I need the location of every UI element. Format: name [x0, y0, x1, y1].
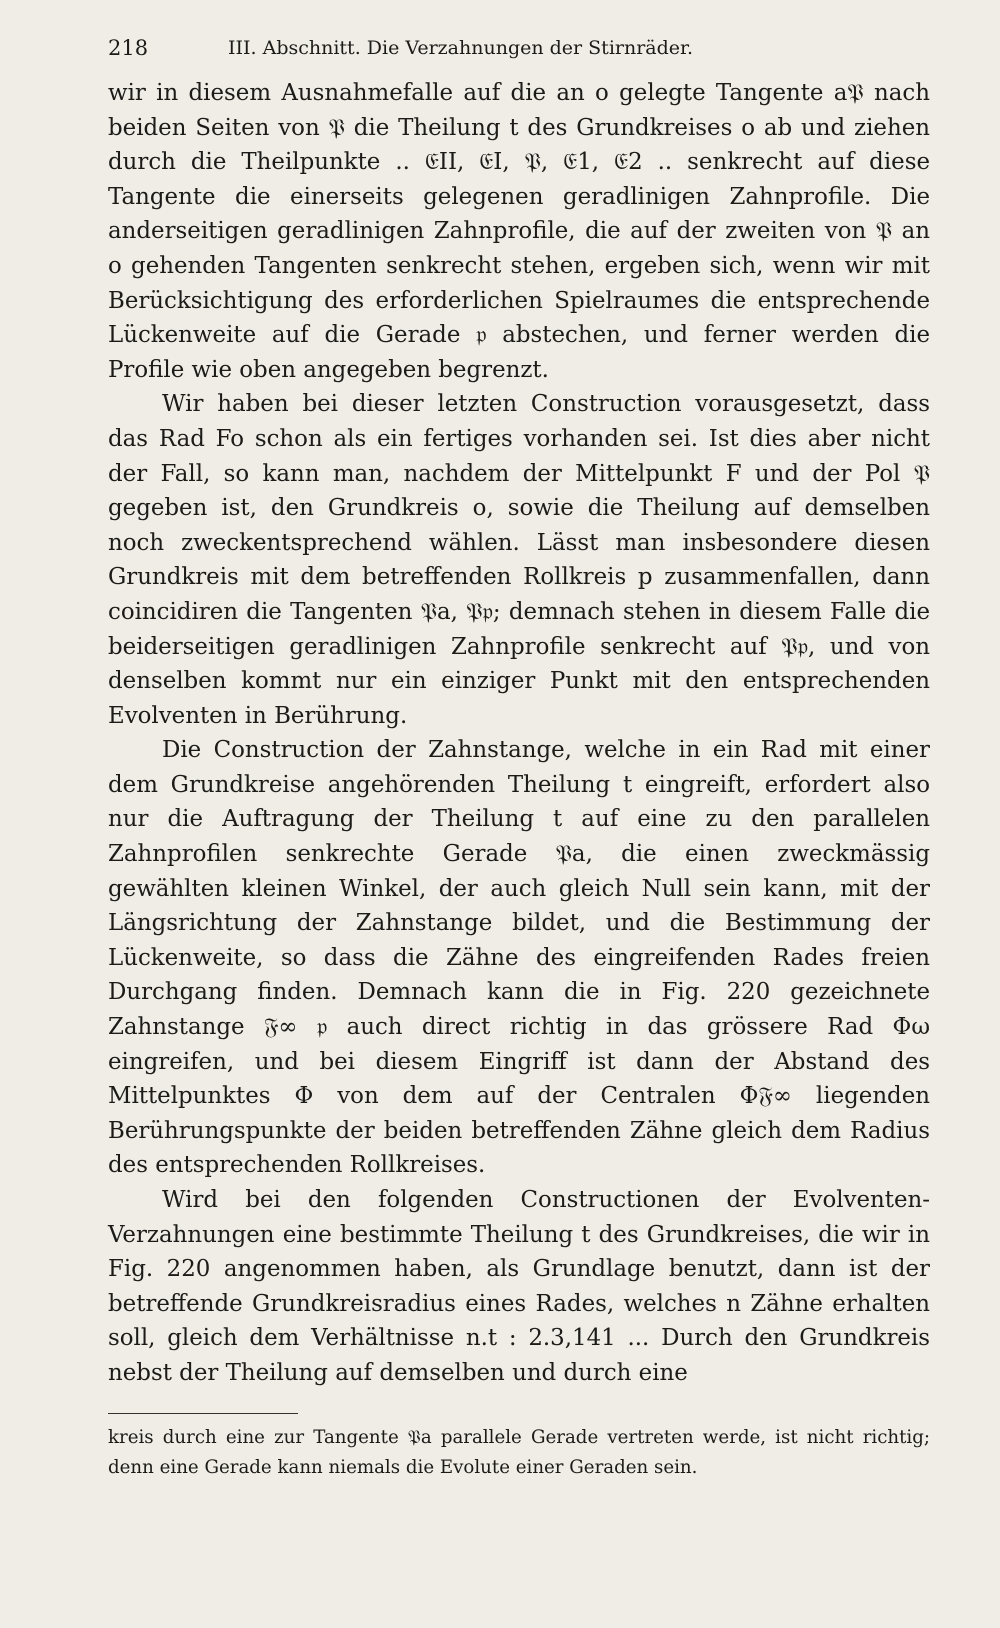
paragraph: Die Construction der Zahnstange, welche in ein Rad mit einer dem Grundkreise angehörenden Theilung t eingreift, erfordert also nur die Auftragung der Theilung t auf eine zu den parallelen Zahnprofilen senkrechte Gerade 𝔓a, die einen zweckmässig gewählten kleinen Winkel, der auch gleich Null sein kann, mit der Längsrichtung der Zahnstange bildet, und die Bestimmung der Lückenweite, so dass die Zähne des eingreifenden Rades freien Durchgang finden. Demnach kann die in Fig. 220 gezeichnete Zahnstange 𝔉∞ 𝔭 auch direct richtig in das grössere Rad Φω eingreifen, und bei diesem Eingriff ist dann der Abstand des Mittelpunktes Φ von dem auf der Centralen Φ𝔉∞ liegenden Berührungspunkte der beiden betreffenden Zähne gleich dem Radius des entsprechenden Rollkreises. — [108, 737, 930, 1179]
paragraph: wir in diesem Ausnahmefalle auf die an o gelegte Tangente a𝔓 nach beiden Seiten von 𝔓 die Theilung t des Grundkreises o ab und ziehen durch die Theilpunkte .. 𝔈II, 𝔈I, 𝔓, 𝔈1, 𝔈2 .. senkrecht auf diese Tangente die einerseits gelegenen geradlinigen Zahnprofile. Die anderseitigen geradlinigen Zahnprofile, die auf der zweiten von 𝔓 an o gehenden Tangenten senkrecht stehen, ergeben sich, wenn wir mit Berücksichtigung des erforderlichen Spielraumes die entsprechende Lückenweite auf die Gerade 𝔭 abstechen, und ferner werden die Profile wie oben angegeben begrenzt. — [108, 80, 930, 383]
paragraph: Wird bei den folgenden Constructionen der Evolventen-Verzahnungen eine bestimmte Theilung t des Grundkreises, die wir in Fig. 220 angenommen haben, als Grundlage benutzt, dann ist der betreffende Grundkreisradius eines Rades, welches n Zähne erhalten soll, gleich dem Verhältnisse n.t : 2.3,141 ... Durch den Grundkreis nebst der Theilung auf demselben und durch eine — [108, 1187, 930, 1386]
page-header — [108, 34, 930, 62]
footnote: kreis durch eine zur Tangente 𝔓a parallele Gerade vertreten werde, ist nicht richtig; denn eine Gerade kann niemals die Evolute einer Geraden sein. — [108, 1426, 930, 1478]
body-text — [108, 76, 930, 1391]
paragraph: Wir haben bei dieser letzten Construction vorausgesetzt, dass das Rad Fo schon als ein fertiges vorhanden sei. Ist dies aber nicht der Fall, so kann man, nachdem der Mittelpunkt F und der Pol 𝔓 gegeben ist, den Grundkreis o, sowie die Theilung auf demselben noch zweckentsprechend wählen. Lässt man insbesondere diesen Grundkreis mit dem betreffenden Rollkreis p zusammenfallen, dann coincidiren die Tangenten 𝔓a, 𝔓𝔭; demnach stehen in diesem Falle die beiderseitigen geradlinigen Zahnprofile senkrecht auf 𝔓𝔭, und von denselben kommt nur ein einziger Punkt mit den entsprechenden Evolventen in Berührung. — [108, 391, 930, 729]
footnote-divider — [108, 1413, 298, 1414]
running-title: III. Abschnitt. Die Verzahnungen der Stirnräder. — [228, 37, 694, 59]
page-number: 218 — [108, 36, 149, 60]
